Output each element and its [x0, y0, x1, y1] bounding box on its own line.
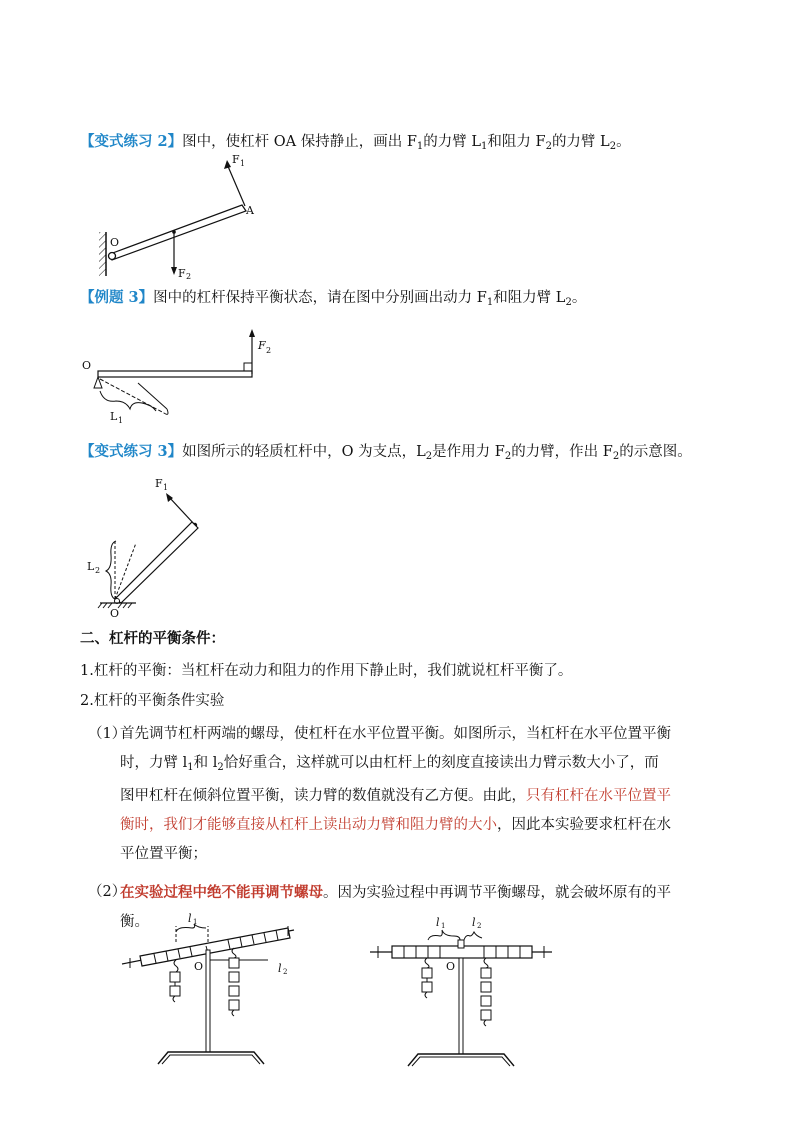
paragraph-1: （1） 首先调节杠杆两端的螺母，使杠杆在水平位置平衡。如图所示，当杠杆在水平位置平衡 时，力臂 $l_1$和 $l_2$恰好重合，这样就可以由杠杆上的刻度直接读出力臂示数大小了，而 图甲杠杆在倾斜位置平衡，读力臂的数值就没有乙方便。由此，只有杠杆在水平位置平 衡时，我们才能够直接从杠杆上读出动力臂和阻力臂的大小，因此本实验要求杠杆在水 平位置平衡； — [88, 726, 671, 862]
svg-text:1: 1 — [240, 159, 246, 168]
svg-text:1: 1 — [118, 416, 124, 425]
pivot-o — [109, 253, 116, 260]
lever-bar — [98, 371, 252, 377]
svg-text:1: 1 — [163, 483, 169, 492]
svg-text:2: 2 — [283, 968, 288, 976]
svg-text:l: l — [278, 962, 282, 975]
svg-text:l: l — [188, 912, 192, 925]
f2-label: F — [178, 267, 186, 280]
l1-label: L — [110, 410, 118, 423]
svg-text:l: l — [436, 916, 440, 929]
exercise-tag: 【变式练习 2】 — [80, 133, 183, 150]
exercise-2-prompt: 【变式练习 2】图中，使杠杆 OA 保持静止，画出 $F_1$的力臂 $L_1$和阻力 $F_2$的力臂 $L_2$。 — [80, 133, 631, 152]
f1-label: F — [155, 477, 163, 490]
item-1: 1.杠杆的平衡：当杠杆在动力和阻力的作用下静止时，我们就说杠杆平衡了。 — [80, 663, 573, 679]
item-2: 2.杠杆的平衡条件实验 — [80, 693, 225, 709]
lever-bar — [115, 522, 198, 603]
point-a-label: A — [246, 204, 254, 217]
light-lever-figure — [82, 475, 212, 620]
svg-text:2: 2 — [95, 566, 101, 575]
svg-text:l: l — [472, 916, 476, 929]
lever-bar — [110, 205, 246, 260]
svg-text:1: 1 — [193, 918, 198, 926]
point-o-label: O — [110, 236, 120, 249]
l2-label: L — [87, 560, 95, 573]
example-3-prompt: 【例题 3】图中的杠杆保持平衡状态，请在图中分别画出动力 $F_1$和阻力臂 $L_2$。 — [80, 289, 587, 308]
wall-hatch — [99, 232, 106, 276]
svg-text:2: 2 — [186, 272, 192, 281]
point-o-label: O — [82, 359, 92, 372]
svg-text:2: 2 — [477, 922, 482, 930]
svg-text:2: 2 — [266, 346, 272, 355]
tilted-lever-apparatus — [118, 912, 303, 1072]
svg-text:O: O — [446, 960, 456, 973]
f1-label: F — [232, 153, 240, 166]
section-heading: 二、杠杆的平衡条件： — [80, 630, 225, 647]
svg-text:O: O — [194, 960, 204, 973]
lever-oa-figure — [90, 150, 280, 280]
horizontal-lever-apparatus — [366, 912, 556, 1072]
point-o-label: O — [110, 607, 120, 620]
exercise-3-prompt: 【变式练习 3】如图所示的轻质杠杆中，O 为支点，$L_2$是作用力 $F_2$的力臂，作出 $F_2$的示意图。 — [80, 443, 692, 462]
svg-text:1: 1 — [441, 922, 446, 930]
horizontal-lever-figure — [78, 325, 272, 425]
paragraph-2: （2） 在实验过程中绝不能再调节螺母。因为实验过程中再调节平衡螺母，就会破坏原有的平 衡。 — [88, 884, 671, 930]
f2-label: F — [258, 339, 266, 352]
